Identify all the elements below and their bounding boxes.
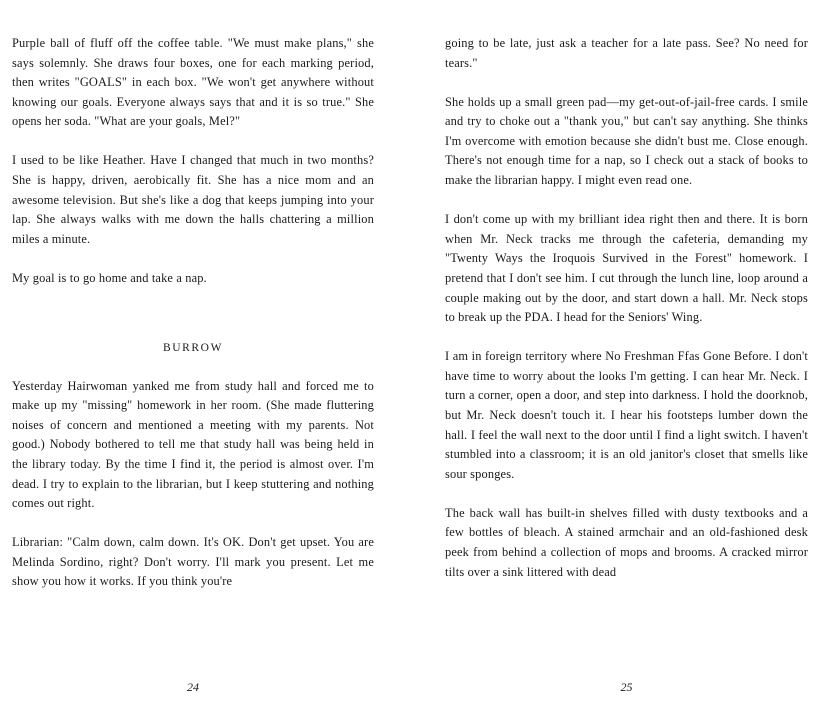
section-heading: BURROW <box>162 341 224 354</box>
paragraph: Librarian: "Calm down, calm down. It's OK. Don't get upset. You are Melinda Sordino, right? Don't worry. I'll mark you present. Let me show you how it works. If you think you're <box>12 535 374 589</box>
paragraph: She holds up a small green pad—my get-out-of-jail-free cards. I smile and try to choke out a "thank you," but can't say anything. She thinks I'm overcome with emotion because she didn't bust me. Close enough. There's not enough time for a nap, so I check out a stack of books to make the librarian happy. I might even read one. <box>445 94 808 188</box>
paragraph: Yesterday Hairwoman yanked me from study hall and forced me to make up my "missing" homework in her room. (She made fluttering noises of concern and mentioned a meeting with my parents. Not good.) Nobody bothered to tell me that study hall was being held in the library today. By the time I find it, the period is almost over. I'm dead. I try to explain to the librarian, but I keep stuttering and nothing comes out right. <box>12 378 374 511</box>
right-page-text <box>445 34 808 602</box>
paragraph: The back wall has built-in shelves filled with dusty textbooks and a few bottles of bleach. A stained armchair and an old-fashioned desk peek from behind a collection of mops and brooms. A cracked mirror tilts over a sink littered with dead <box>445 505 808 579</box>
page-number: 25 <box>620 680 633 694</box>
paragraph: I used to be like Heather. Have I changed that much in two months? She is happy, driven, aerobically fit. She has a nice mom and an awesome television. But she's like a dog that keeps jumping into your lap. She always walks with me down the halls chattering a million miles a minute. <box>12 153 374 246</box>
left-page-text <box>12 34 374 611</box>
paragraph: Purple ball of fluff off the coffee table. "We must make plans," she says solemnly. She draws four boxes, one for each marking period, then writes "GOALS" in each box. "We won't get anywhere without knowing our goals. Everyone always says that and it is so true." She opens her soda. "What are your goals, Mel?" <box>12 36 374 129</box>
right-page <box>445 0 808 712</box>
paragraph: My goal is to go home and take a nap. <box>12 270 207 285</box>
paragraph: I am in foreign territory where No Freshman Ffas Gone Before. I don't have time to worry about the looks I'm getting. I can hear Mr. Neck. I turn a corner, open a door, and step into darkness. I hold the doorknob, but Mr. Neck doesn't touch it. I hear his footsteps lumber down the hall. I feel the wall next to the door until I find a light switch. I haven't stumbled into a classroom; it is an old janitor's closet that smells like sour sponges. <box>445 349 808 481</box>
paragraph: I don't come up with my brilliant idea right then and there. It is born when Mr. Neck tracks me through the cafeteria, demanding my "Twenty Ways the Iroquois Survived in the Forest" homework. I pretend that I don't see him. I cut through the lunch line, loop around a couple making out by the door, and start down a hall. Mr. Neck stops to break up the PDA. I head for the Seniors' Wing. <box>445 212 808 325</box>
page-number: 24 <box>187 680 199 694</box>
left-page <box>12 0 374 712</box>
paragraph: going to be late, just ask a teacher for a late pass. See? No need for tears." <box>445 36 808 70</box>
